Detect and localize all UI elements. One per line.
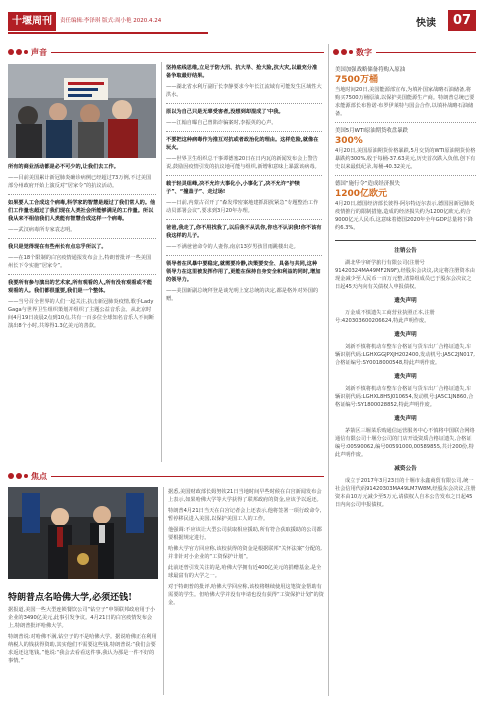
notice-body: 茅箭区三堰菜乐购通信运营服务中心不慎将中国联合网络通信有限公司十堰分公司的门店开设资质合格证遗失,合格证编号:00590062,编号00591000,00589855,共计200份,特此声明作废。: [335, 428, 475, 458]
section-name: 快读: [416, 18, 436, 29]
voice-quote: 领导者在风暴中要稳定,就需要冷静,决策要安全、具备与共同,这种领导力在这里被发挥作用了,更能在保持自身安全和利益的同时,增加的领导力。: [166, 261, 321, 283]
divider: [8, 238, 156, 239]
article-paragraph: 哈佛大学官方回应称,该校获得的资金是根据联邦“关怀法案”分配的,并非针对小企业的“工资保护计划”。: [168, 546, 322, 560]
protest-photo: [8, 64, 156, 158]
voice-attribution: ——美国新副总统拜登是谈光明上宽总统的决定,都是格外对外国的赠。: [166, 288, 319, 302]
notice-title: 减资公告: [394, 466, 417, 472]
notice-body: 万金成不慎遗失工商营业执照正本,注册号:420303600206624,特此声明作废。: [335, 310, 435, 324]
stat-body: 4月20日,美国原油期货价格暴跌,5月交货的WTI原油期货价格暴跌约300%,收于每桶-37.63美元,历史首次跌入负值,创下有史以来最低纪录,每桶-40.32美元。: [335, 148, 476, 170]
stat-title: 美国5月WTI原油期货收盘暴跌: [335, 128, 408, 134]
numbers-column: [335, 64, 476, 509]
divider: [8, 274, 156, 275]
voice-quote: 我只是觉得现在有些州长有点忘乎所以了。: [8, 244, 107, 250]
divider: [8, 194, 156, 195]
voices-section-header: [8, 46, 324, 58]
column-divider: [163, 487, 164, 695]
stat-title: 美国加强战略储备将购入原油: [335, 67, 406, 73]
notice-title: 遗失声明: [394, 416, 417, 422]
stat-value: 1200亿欧元: [335, 189, 388, 199]
masthead-rule: [8, 32, 208, 34]
stat-body: 当地时间20日,美国能源部宣布,为填补国家战略石油储备,将购买7500万桶原油,以保护美国能源生产商。特朗普总统已要求能源部长布鲁诺·布罗伊莱特与国会合作,以填补战略石油储备。: [335, 87, 475, 117]
divider: [335, 175, 476, 176]
voice-attribution: ——当号召全世界的人们一起关注,抗击新冠肺炎疫情,歌手Lady Gaga与世界卫生组织策划并组织了主题公益音乐会。从北京时间4月19日凌晨2点到10点,共有一百多位全球知名音乐人不间断演出8个小时,共筹得1.3亿美元的善款。: [8, 299, 154, 329]
voice-attribution: ——武汉病毒所专家袁志明。: [8, 227, 76, 233]
focus-column-1: [8, 606, 158, 668]
stat-body: 4月20日,德国经济部长彼得·阿尔特迈尔表示,德国因新冠肺炎疫情推行的限制措施,造成的经济损失约为1200亿欧元,约合9000亿元人民币,这意味着德国2020年全年GDP总量将下降约6.3%。: [335, 201, 475, 231]
voices-section-title: 声音: [31, 47, 47, 57]
stat-value: 300%: [335, 136, 363, 146]
column-divider: [161, 62, 162, 462]
voice-quote: 载于轻灵组峰,决不允许大事化小,小事化了,决不允许“护犊子”、“撞盖子”、走过场!: [166, 181, 300, 195]
divider: [166, 175, 322, 176]
voice-quote: 我要所有参与演出的艺术家,所有观看的人,所有没有观看或不能观看的人。我们都很重要,我们是一个整体。: [8, 280, 153, 294]
editor-credits: 责任编辑:李泽琪 版式:周小艳 2020.4.24: [60, 18, 162, 24]
notice-body: 湖北华宇研学旅行有限公司(注册号91420324MA49MF2N9F),经股东会决议,决定将注册资本由现金减少至人民币一百万元整,清算组成员已于股东会决议之日起45天内向有关债权人申报债权。: [335, 260, 475, 290]
focus-column-2: [168, 488, 324, 610]
article-paragraph: 他强调:不应该让大型公司获取相应援助,所有符合获取援助的公司都要根据规定进行。: [168, 527, 322, 541]
article-paragraph: 此前还曾引发关注的是,哈佛大学拥有近400亿美元的捐赠基金,是全球最富有的大学之一。: [168, 565, 322, 579]
article-paragraph: 据报道,美国一些大型连锁餐饮公司“钻空子”申领联邦政府用于小企业的3490亿美元,此事引发争议。4月21日的白宫疫情发布会上,特朗普批评哈佛大学。: [8, 607, 156, 629]
focus-section-header: [8, 470, 324, 482]
voice-quote: 原以为自己只是无辜受害者,没想到却混成了'中我。: [166, 109, 284, 115]
voice-attribution: ——世界卫生组织总干事谭德塞20日在日内瓦的新闻发布会上警告说,鼓励因疫情引发的抗议地可能与组织,新增和意味上暴露该病毒。: [166, 156, 320, 170]
article-paragraph: 特朗普说:对哈佛不满,钻空子的不是哈佛大学。据说哈佛正在利用纳税人的钱获得资助,其实他们不需要这些钱,特朗普说:“我们会要求返还这笔钱。”他说:“我会去看看这件事,我认为那是一件不好的事情。”: [8, 634, 157, 664]
notice-body: 成立于2017年3月23日的十堰市永鑫商贸有限公司,统一社会信用代码91420303MA49LM7W8M,经股东会决议,注册资本由10万元减少至5万元,请债权人自本公告发布之日起45日内向公司申报债权。: [335, 478, 476, 508]
stat-title: 德国“施行令”造成经济损失: [335, 181, 400, 187]
masthead-logo: 十堰周刊: [8, 12, 56, 31]
briefing-photo: [8, 487, 158, 579]
voice-quote: 爸爸,我走了,你不用找我了,以后我不从讥你,你也不认识我!你不该有我这样的儿子。: [166, 225, 322, 239]
notice-title: 注销公告: [394, 248, 417, 254]
focus-headline: 特朗普点名哈佛大学,必须还钱!: [8, 593, 133, 603]
stat-value: 7500万桶: [335, 75, 379, 85]
focus-section-title: 焦点: [31, 471, 47, 481]
notice-title: 遗失声明: [394, 374, 417, 380]
voices-column-2: [166, 64, 322, 306]
article-paragraph: 对于特朗普的批评,哈佛大学回应称,该校将继续使用这笔资金帮助有需要的学生。但哈佛大学并没有申请也没有获得“工资保护计划”的资金。: [168, 584, 324, 606]
article-paragraph: 特朗普4月21日当天在白宫记者会上还表示,他将签署一项行政命令,暂停移民进入美国,以保护美国工人的工作。: [168, 508, 322, 522]
notice-body: 刘新不慎将机动车整车合格证与货车出厂合格证遗失,车辆识别代码:LGHXL8H5J010654,发动机号:JA5C1JN860,合格证编号:SY1800028852,特此声明作废。: [335, 386, 474, 408]
voice-attribution: ——湖北省水利厅副厅长李静要求今年长江流域有可能发生区域性大洪水。: [166, 84, 322, 98]
voices-column-1: [8, 163, 156, 333]
divider: [166, 103, 322, 104]
voice-attribution: ——江翰自曝自己曾陷诈骗案时,李振英的心声。: [166, 120, 277, 126]
voice-quote: 所有的商业活动都是必不可少的,让我们去工作。: [8, 164, 119, 170]
divider: [335, 240, 476, 241]
voice-attribution: ——日前,内蒙古召开了“森发带密案地建抓阳扰紧急”专题整治工作动员部署会议”,要求到3月20年办理。: [166, 200, 319, 214]
divider: [335, 122, 476, 123]
voice-attribution: ——不满爸爸命令的人妻你,南京13岁男孩冒雨跳楼出走。: [166, 244, 299, 250]
voice-quote: 如果要人工合成这个病毒,科学家的智慧是超过了我们常人的。他们工作量也超过了我们现在人类社会所能够满足的工作量。所以我从来不相信我们人类能有智慧合成这样一个病毒。: [8, 200, 156, 222]
voice-attribution: ——目前美国累计新冠肺炎确诊病例已经超过73万例,不过美国部分州政府开始上演反对“居家令”的抗议活动。: [8, 175, 152, 189]
voice-attribution: ——在18个限制的白宫疫情通报发布会上,特朗普批评一些美国州长下令实施“居家令”。: [8, 255, 152, 269]
numbers-section-title: 数字: [356, 47, 372, 57]
divider: [166, 131, 322, 132]
notice-body: 刘新不慎将机动车整车合格证与货车出厂合格证遗失,车辆识别代码:LGHXGGJPXJH202400,发动机号:JA5C2JN017,合格证编号:SY0018000548,特此声明作废。: [335, 344, 475, 366]
page-number: 07: [448, 10, 476, 31]
voice-quote: 不要把这种病毒作为推互对抗或者政治化的理由。这样危险,就像在玩火。: [166, 137, 319, 151]
numbers-section-header: [333, 46, 476, 58]
page-header: [0, 0, 484, 38]
column-divider: [328, 44, 329, 696]
divider: [166, 219, 322, 220]
divider: [166, 255, 322, 256]
notice-title: 遗失声明: [394, 332, 417, 338]
voice-quote: 坚持底线思维,立足于防大汛、抗大旱、抢大险,抗大灾,以最充分准备争取最好结果。: [166, 65, 318, 79]
article-paragraph: 据悉,美国财政部长姆努钦21日当地时间早些时候在白宫新闻发布会上表示,如果哈佛大学等大学获得了联邦政府的资金,应该予以返还。: [168, 489, 322, 503]
notice-title: 遗失声明: [394, 298, 417, 304]
